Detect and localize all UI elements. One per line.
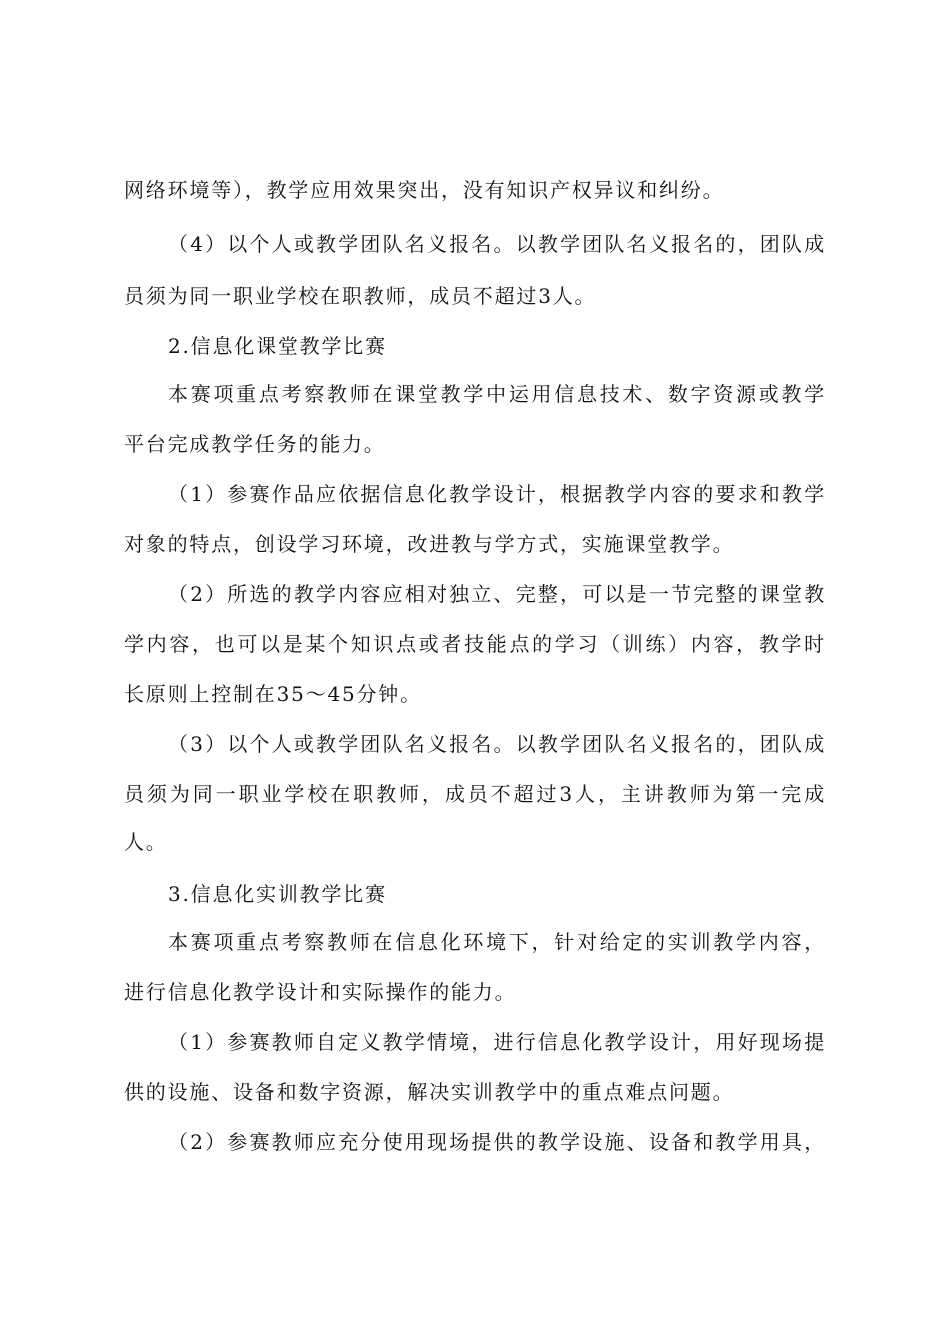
text-line: 平台完成教学任务的能力。 (124, 432, 386, 456)
text-line: 进行信息化教学设计和实际操作的能力。 (124, 980, 517, 1004)
section-heading: 3.信息化实训教学比赛 (168, 882, 387, 906)
text-line: 网络环境等），教学应用效果突出，没有知识产权异议和纠纷。 (124, 178, 725, 202)
text-line: （1）参赛教师自定义教学情境，进行信息化教学设计，用好现场提 (168, 1030, 826, 1054)
text-line: 人。 (124, 830, 168, 854)
text-line: 长原则上控制在35～45分钟。 (124, 682, 422, 706)
text-line: 员须为同一职业学校在职教师，成员不超过3人。 (124, 284, 597, 308)
text-line: （3）以个人或教学团队名义报名。以教学团队名义报名的，团队成 (168, 732, 826, 756)
text-line: （4）以个人或教学团队名义报名。以教学团队名义报名的，团队成 (168, 232, 826, 256)
text-line: （2）参赛教师应充分使用现场提供的教学设施、设备和教学用具， (168, 1130, 826, 1154)
section-heading: 2.信息化课堂教学比赛 (168, 334, 387, 358)
text-line: 本赛项重点考察教师在课堂教学中运用信息技术、数字资源或教学 (168, 382, 826, 406)
text-line: 学内容，也可以是某个知识点或者技能点的学习（训练）内容，教学时 (124, 632, 826, 656)
text-line: 员须为同一职业学校在职教师，成员不超过3人，主讲教师为第一完成 (124, 782, 826, 806)
text-line: 对象的特点，创设学习环境，改进教与学方式，实施课堂教学。 (124, 532, 735, 556)
text-line: 供的设施、设备和数字资源，解决实训教学中的重点难点问题。 (124, 1080, 735, 1104)
text-line: 本赛项重点考察教师在信息化环境下，针对给定的实训教学内容， (168, 930, 826, 954)
text-line: （1）参赛作品应依据信息化教学设计，根据教学内容的要求和教学 (168, 482, 826, 506)
text-line: （2）所选的教学内容应相对独立、完整，可以是一节完整的课堂教 (168, 582, 826, 606)
